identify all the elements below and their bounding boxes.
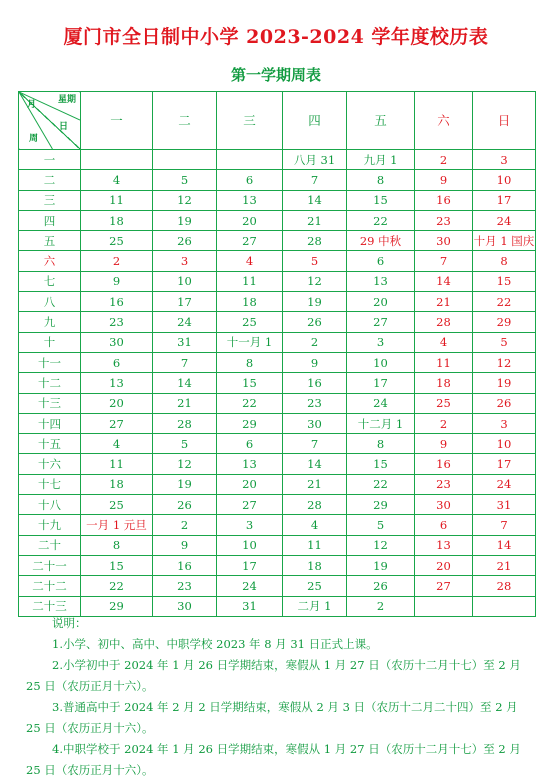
day-cell: 3 (217, 515, 283, 535)
week-cell: 五 (19, 231, 81, 251)
day-cell: 30 (415, 231, 473, 251)
week-cell: 十五 (19, 434, 81, 454)
day-cell: 16 (81, 292, 153, 312)
table-row (19, 292, 536, 312)
table-row (19, 535, 536, 555)
day-cell: 29 (473, 312, 536, 332)
day-cell: 14 (415, 271, 473, 291)
table-row (19, 352, 536, 372)
week-cell: 八 (19, 292, 81, 312)
header-sat: 六 (415, 92, 473, 150)
day-cell: 9 (415, 170, 473, 190)
header-wed: 三 (217, 92, 283, 150)
day-cell: 17 (347, 373, 415, 393)
day-cell: 24 (473, 474, 536, 494)
week-cell: 九 (19, 312, 81, 332)
table-row (19, 170, 536, 190)
day-cell: 22 (347, 474, 415, 494)
day-cell: 15 (347, 454, 415, 474)
corner-weekday: 星期 (57, 95, 76, 105)
note-item: 2.小学初中于 2024 年 1 月 26 日学期结束，寒假从 1 月 27 日（农历十二月十七）至 2 月 25 日（农历正月十六）。 (26, 658, 521, 693)
day-cell: 29 (81, 596, 153, 616)
day-cell: 24 (153, 312, 217, 332)
day-cell: 12 (283, 271, 347, 291)
week-cell: 二十 (19, 535, 81, 555)
day-cell: 24 (217, 576, 283, 596)
day-cell: 24 (473, 210, 536, 230)
day-cell: 8 (473, 251, 536, 271)
day-cell: 26 (473, 393, 536, 413)
week-cell: 十二 (19, 373, 81, 393)
table-row (19, 373, 536, 393)
day-cell: 20 (415, 555, 473, 575)
day-cell: 20 (217, 210, 283, 230)
week-cell: 十六 (19, 454, 81, 474)
notes-section (26, 613, 526, 781)
day-cell: 八月 31 (283, 150, 347, 170)
day-cell: 13 (81, 373, 153, 393)
day-cell: 5 (347, 515, 415, 535)
week-cell: 二十二 (19, 576, 81, 596)
day-cell: 十二月 1 (347, 413, 415, 433)
day-cell: 22 (347, 210, 415, 230)
day-cell: 4 (81, 170, 153, 190)
day-cell: 28 (283, 495, 347, 515)
day-cell: 21 (153, 393, 217, 413)
day-cell: 20 (81, 393, 153, 413)
table-row (19, 454, 536, 474)
table-row (19, 190, 536, 210)
day-cell: 7 (283, 434, 347, 454)
week-cell: 十一 (19, 352, 81, 372)
day-cell: 6 (217, 434, 283, 454)
week-cell: 二十一 (19, 555, 81, 575)
day-cell: 17 (153, 292, 217, 312)
day-cell: 2 (415, 413, 473, 433)
day-cell: 十月 1 国庆 (473, 231, 536, 251)
corner-week: 周 (29, 134, 39, 144)
table-row (19, 332, 536, 352)
day-cell: 10 (153, 271, 217, 291)
table-row (19, 515, 536, 535)
header-thu: 四 (283, 92, 347, 150)
day-cell: 2 (415, 150, 473, 170)
table-row (19, 312, 536, 332)
header-fri: 五 (347, 92, 415, 150)
day-cell: 25 (217, 312, 283, 332)
day-cell: 26 (283, 312, 347, 332)
table-row (19, 393, 536, 413)
day-cell: 11 (217, 271, 283, 291)
day-cell: 9 (81, 271, 153, 291)
week-cell: 十 (19, 332, 81, 352)
day-cell: 4 (81, 434, 153, 454)
week-cell: 十八 (19, 495, 81, 515)
table-row (19, 251, 536, 271)
day-cell (81, 150, 153, 170)
header-sun: 日 (473, 92, 536, 150)
day-cell: 8 (81, 535, 153, 555)
day-cell: 23 (415, 210, 473, 230)
day-cell: 22 (217, 393, 283, 413)
table-row (19, 210, 536, 230)
day-cell: 27 (415, 576, 473, 596)
day-cell: 18 (81, 474, 153, 494)
note-item: 4.中职学校于 2024 年 1 月 26 日学期结束，寒假从 1 月 27 日（农历十二月十七）至 2 月 25 日（农历正月十六）。 (26, 742, 521, 777)
day-cell: 27 (217, 231, 283, 251)
day-cell: 30 (283, 413, 347, 433)
day-cell: 7 (415, 251, 473, 271)
table-row (19, 434, 536, 454)
note-item: 3.普通高中于 2024 年 2 月 2 日学期结束，寒假从 2 月 3 日（农历十二月二十四）至 2 月 25 日（农历正月十六）。 (26, 700, 518, 735)
table-row (19, 231, 536, 251)
day-cell: 15 (473, 271, 536, 291)
day-cell: 5 (153, 170, 217, 190)
day-cell: 4 (217, 251, 283, 271)
table-row (19, 555, 536, 575)
day-cell: 5 (473, 332, 536, 352)
day-cell: 14 (473, 535, 536, 555)
notes-heading: 说明： (52, 616, 87, 630)
day-cell: 16 (283, 373, 347, 393)
day-cell: 27 (81, 413, 153, 433)
day-cell: 6 (81, 352, 153, 372)
week-cell: 十三 (19, 393, 81, 413)
day-cell: 29 中秋 (347, 231, 415, 251)
day-cell: 27 (217, 495, 283, 515)
week-cell: 二十三 (19, 596, 81, 616)
day-cell: 26 (153, 495, 217, 515)
day-cell: 8 (217, 352, 283, 372)
day-cell: 6 (415, 515, 473, 535)
day-cell: 27 (347, 312, 415, 332)
day-cell: 21 (283, 210, 347, 230)
day-cell: 10 (347, 352, 415, 372)
day-cell: 28 (153, 413, 217, 433)
day-cell: 17 (473, 454, 536, 474)
day-cell: 6 (217, 170, 283, 190)
day-cell: 2 (81, 251, 153, 271)
table-row (19, 271, 536, 291)
day-cell: 28 (415, 312, 473, 332)
day-cell: 13 (217, 190, 283, 210)
week-cell: 四 (19, 210, 81, 230)
table-row (19, 150, 536, 170)
day-cell: 十一月 1 (217, 332, 283, 352)
day-cell: 16 (415, 190, 473, 210)
day-cell: 12 (347, 535, 415, 555)
day-cell: 14 (283, 454, 347, 474)
day-cell: 25 (81, 231, 153, 251)
day-cell: 18 (217, 292, 283, 312)
week-cell: 十九 (19, 515, 81, 535)
day-cell: 10 (473, 170, 536, 190)
day-cell: 23 (81, 312, 153, 332)
page-subtitle: 第一学期周表 (230, 66, 321, 84)
week-cell: 三 (19, 190, 81, 210)
header-tue: 二 (153, 92, 217, 150)
week-cell: 十四 (19, 413, 81, 433)
day-cell: 11 (81, 454, 153, 474)
day-cell: 4 (283, 515, 347, 535)
day-cell: 13 (217, 454, 283, 474)
day-cell: 20 (347, 292, 415, 312)
day-cell: 24 (347, 393, 415, 413)
week-cell: 六 (19, 251, 81, 271)
corner-header (19, 92, 81, 150)
day-cell: 26 (153, 231, 217, 251)
day-cell: 6 (347, 251, 415, 271)
day-cell: 23 (283, 393, 347, 413)
header-mon: 一 (81, 92, 153, 150)
day-cell: 3 (473, 150, 536, 170)
day-cell: 18 (81, 210, 153, 230)
day-cell: 16 (415, 454, 473, 474)
day-cell: 25 (283, 576, 347, 596)
day-cell: 25 (415, 393, 473, 413)
calendar-body (19, 150, 536, 617)
day-cell: 31 (473, 495, 536, 515)
day-cell: 13 (347, 271, 415, 291)
day-cell: 9 (153, 535, 217, 555)
day-cell (153, 150, 217, 170)
day-cell: 31 (217, 596, 283, 616)
day-cell: 12 (153, 190, 217, 210)
day-cell: 17 (473, 190, 536, 210)
day-cell: 29 (217, 413, 283, 433)
day-cell: 14 (153, 373, 217, 393)
day-cell: 一月 1 元旦 (81, 515, 153, 535)
corner-month: 月 (27, 100, 37, 110)
day-cell: 30 (81, 332, 153, 352)
day-cell: 25 (81, 495, 153, 515)
day-cell: 18 (283, 555, 347, 575)
day-cell: 21 (283, 474, 347, 494)
day-cell: 二月 1 (283, 596, 347, 616)
day-cell: 12 (153, 454, 217, 474)
table-row (19, 495, 536, 515)
day-cell: 11 (81, 190, 153, 210)
day-cell: 21 (473, 555, 536, 575)
day-cell: 30 (415, 495, 473, 515)
day-cell (217, 150, 283, 170)
day-cell: 20 (217, 474, 283, 494)
day-cell: 4 (415, 332, 473, 352)
day-cell: 18 (415, 373, 473, 393)
note-item: 1.小学、初中、高中、中职学校 2023 年 8 月 31 日正式上课。 (52, 637, 378, 651)
table-row (19, 474, 536, 494)
day-cell: 3 (153, 251, 217, 271)
day-cell: 19 (153, 474, 217, 494)
day-cell: 16 (153, 555, 217, 575)
header-row (19, 92, 536, 150)
week-cell: 十七 (19, 474, 81, 494)
day-cell: 28 (283, 231, 347, 251)
day-cell: 2 (283, 332, 347, 352)
day-cell: 28 (473, 576, 536, 596)
day-cell: 7 (283, 170, 347, 190)
day-cell: 7 (473, 515, 536, 535)
day-cell: 15 (81, 555, 153, 575)
day-cell: 九月 1 (347, 150, 415, 170)
day-cell: 8 (347, 434, 415, 454)
table-row (19, 413, 536, 433)
day-cell: 11 (283, 535, 347, 555)
day-cell: 2 (153, 515, 217, 535)
day-cell: 14 (283, 190, 347, 210)
day-cell: 9 (415, 434, 473, 454)
day-cell: 30 (153, 596, 217, 616)
day-cell: 2 (347, 596, 415, 616)
day-cell: 15 (217, 373, 283, 393)
day-cell: 19 (153, 210, 217, 230)
page-title: 厦门市全日制中小学 2023-2024 学年度校历表 (63, 26, 489, 48)
day-cell: 12 (473, 352, 536, 372)
day-cell: 3 (473, 413, 536, 433)
day-cell: 5 (283, 251, 347, 271)
day-cell: 17 (217, 555, 283, 575)
day-cell: 9 (283, 352, 347, 372)
week-cell: 七 (19, 271, 81, 291)
week-cell: 一 (19, 150, 81, 170)
day-cell: 23 (153, 576, 217, 596)
day-cell: 19 (283, 292, 347, 312)
day-cell: 21 (415, 292, 473, 312)
day-cell: 22 (473, 292, 536, 312)
day-cell: 29 (347, 495, 415, 515)
day-cell: 7 (153, 352, 217, 372)
table-row (19, 576, 536, 596)
day-cell: 23 (415, 474, 473, 494)
calendar-table (18, 91, 536, 617)
day-cell: 11 (415, 352, 473, 372)
day-cell: 3 (347, 332, 415, 352)
day-cell: 10 (473, 434, 536, 454)
day-cell: 19 (347, 555, 415, 575)
day-cell: 26 (347, 576, 415, 596)
day-cell: 31 (153, 332, 217, 352)
day-cell: 8 (347, 170, 415, 190)
week-cell: 二 (19, 170, 81, 190)
corner-day: 日 (59, 122, 69, 132)
day-cell: 15 (347, 190, 415, 210)
day-cell: 5 (153, 434, 217, 454)
day-cell: 10 (217, 535, 283, 555)
day-cell: 13 (415, 535, 473, 555)
day-cell: 22 (81, 576, 153, 596)
day-cell: 19 (473, 373, 536, 393)
